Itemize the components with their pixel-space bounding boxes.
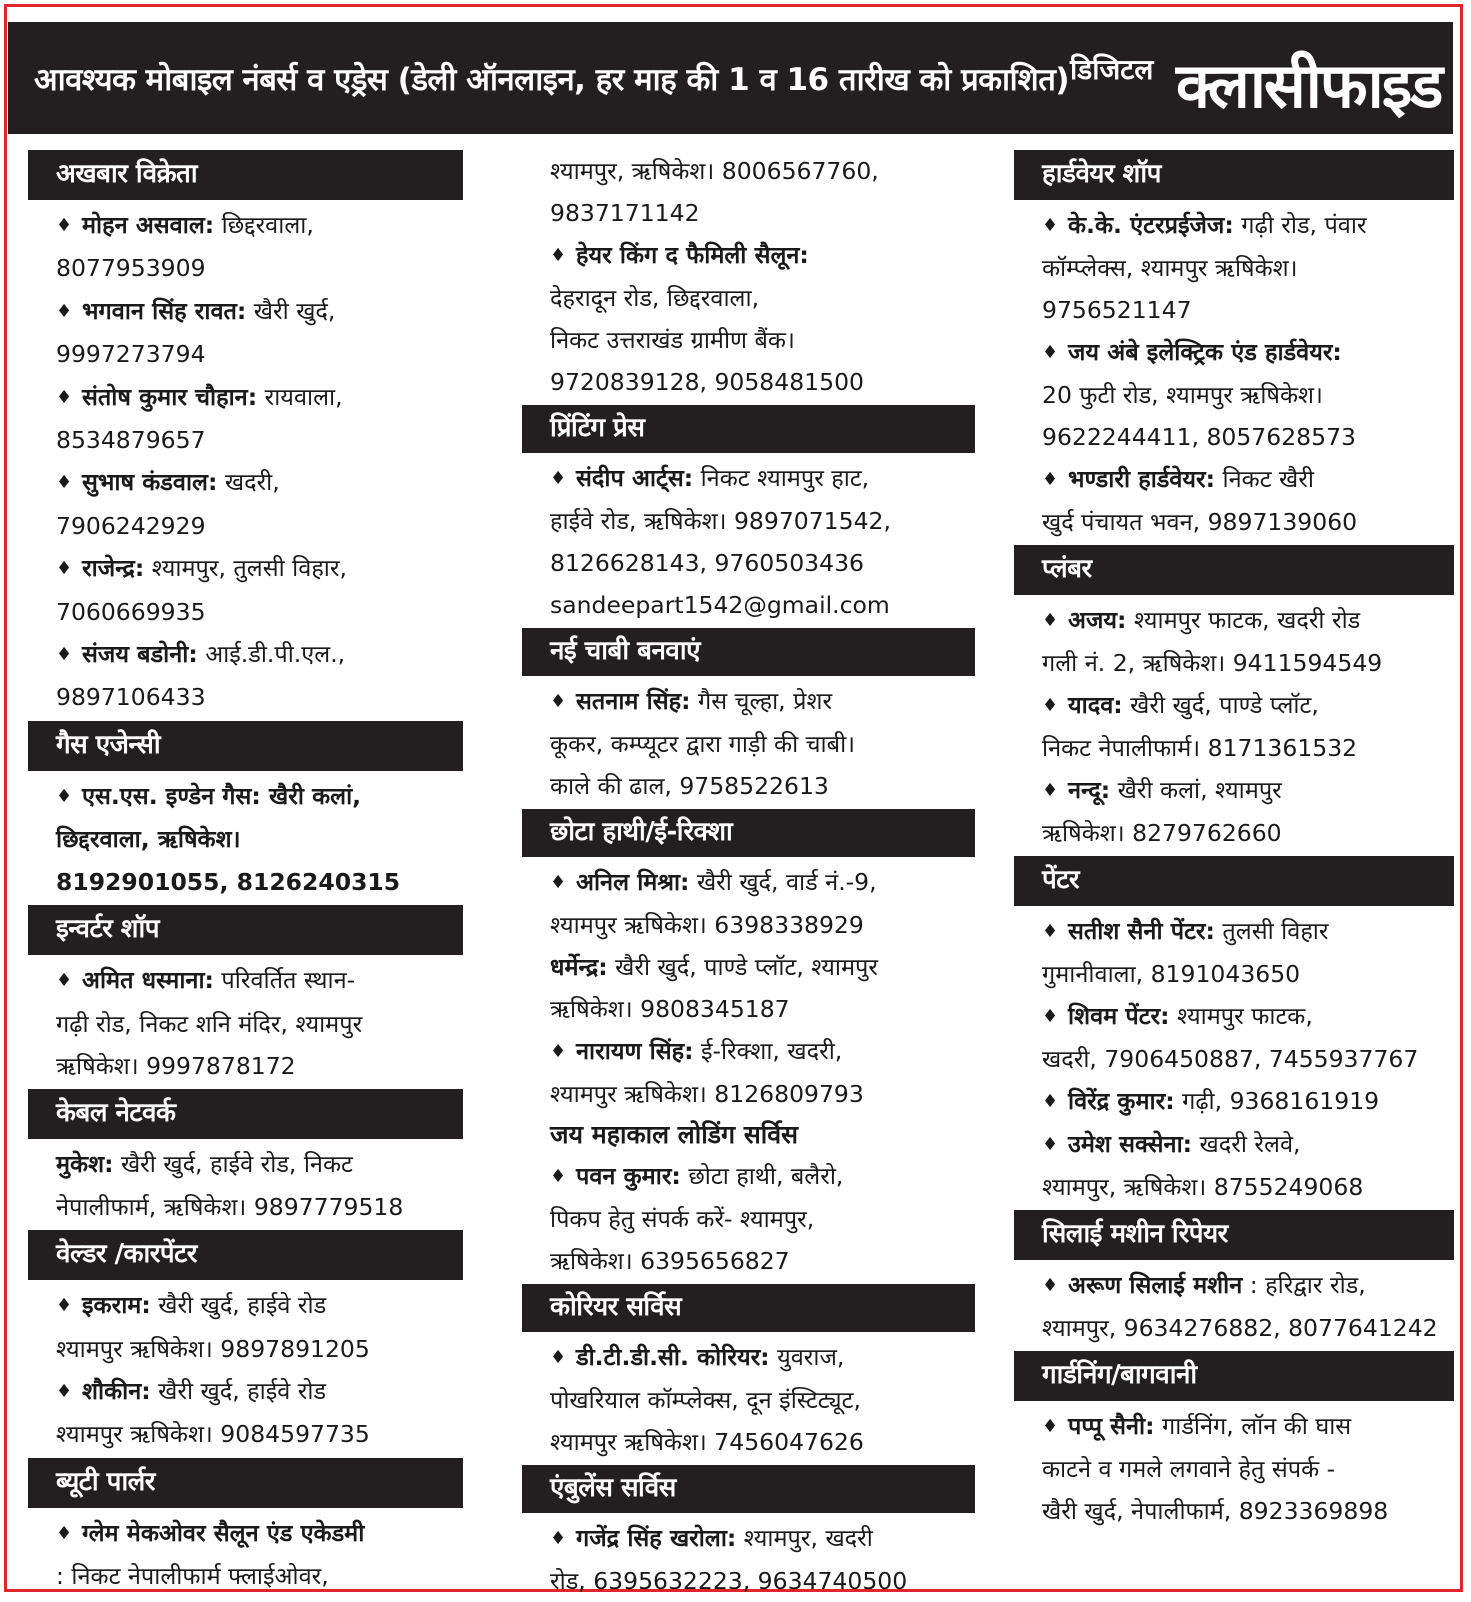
- banner-classified-title: क्लासीफाइड: [1176, 49, 1442, 122]
- diamond-bullet-icon: ♦: [550, 245, 567, 266]
- listing-detail: 9897106433: [56, 683, 206, 712]
- listing-entry: [1014, 599, 1454, 684]
- listing-detail: ऋषिकेश। 6395656827: [550, 1247, 790, 1275]
- listing-line: [1042, 1123, 1454, 1166]
- listing-line: [56, 1328, 463, 1370]
- listing-line: [550, 765, 975, 807]
- listing-detail: ऋषिकेश। 8279762660: [1042, 819, 1282, 847]
- listing-detail: 9997273794: [56, 340, 206, 369]
- listing-detail: खैरी खुर्द, हाईवे रोड, निकट: [113, 1150, 353, 1179]
- listing-detail: ई-रिक्शा, खदरी,: [693, 1037, 843, 1065]
- diamond-bullet-icon: ♦: [56, 300, 73, 322]
- listing-entry: [522, 150, 975, 234]
- listing-entry: [28, 461, 463, 547]
- listing-line: [550, 361, 975, 403]
- listing-line: [550, 234, 975, 277]
- listing-entry: [1014, 910, 1454, 995]
- listing-detail: 9756521147: [1042, 296, 1192, 324]
- listing-line: [550, 457, 975, 500]
- listing-detail: श्यामपुर, खदरी: [736, 1524, 873, 1552]
- listing-detail: काटने व गमले लगवाने हेतु संपर्क -: [1042, 1455, 1336, 1483]
- section-heading: प्रिंटिंग प्रेस: [522, 405, 975, 453]
- listing-detail: आई.डी.पी.एल.,: [197, 640, 346, 669]
- listing-detail: गढ़ी रोड, निकट शनि मंदिर, श्यामपुर: [56, 1009, 363, 1038]
- listing-line: [56, 290, 463, 333]
- listing-name: अरूण सिलाई मशीन: [1068, 1271, 1243, 1299]
- listing-line: [550, 723, 975, 765]
- listing-line: [56, 1370, 463, 1413]
- listing-detail: श्यामपुर ऋषिकेश। 8126809793: [550, 1080, 864, 1108]
- listing-line: [1042, 1080, 1454, 1123]
- diamond-bullet-icon: ♦: [56, 558, 73, 580]
- listing-line: [1042, 1405, 1454, 1448]
- listing-line: [56, 775, 463, 818]
- listing-line: [550, 1336, 975, 1379]
- listing-line: [550, 500, 975, 542]
- diamond-bullet-icon: ♦: [550, 1166, 567, 1187]
- listing-detail: : हरिद्वार रोड,: [1242, 1271, 1366, 1299]
- listing-line: [550, 861, 975, 904]
- listing-name: गजेंद्र सिंह खरोला:: [576, 1524, 737, 1552]
- listing-line: [56, 1555, 463, 1597]
- listing-line: [1042, 331, 1454, 374]
- listing-detail: खैरी खुर्द, वार्ड नं.-9,: [689, 868, 877, 896]
- section-heading: नई चाबी बनवाएं: [522, 628, 975, 676]
- listing-name: अनिल मिश्रा:: [576, 868, 690, 896]
- listing-detail: 8077953909: [56, 254, 206, 283]
- listing-name: के.के. एंटरप्रईजेज:: [1068, 211, 1234, 239]
- section-heading: छोटा हाथी/ई-रिक्शा: [522, 809, 975, 857]
- listing-line: [550, 1030, 975, 1073]
- listing-line: [1042, 1490, 1454, 1532]
- listing-detail: 8534879657: [56, 426, 206, 455]
- listing-line: [1042, 684, 1454, 727]
- section-heading: इन्वर्टर शॉप: [28, 905, 463, 955]
- listing-line: [56, 204, 463, 247]
- listing-detail: खदरी, 7906450887, 7455937767: [1042, 1045, 1419, 1073]
- listing-entry: [1014, 1123, 1454, 1208]
- listing-detail: हाईवे रोड, ऋषिकेश। 9897071542,: [550, 507, 891, 535]
- listing-line: [550, 680, 975, 723]
- listing-detail: खैरी कलां, श्यामपुर: [1110, 776, 1282, 804]
- diamond-bullet-icon: ♦: [550, 691, 567, 712]
- listing-entry: [28, 1512, 463, 1598]
- listing-entry: [1014, 769, 1454, 854]
- listing-entry: [1014, 204, 1454, 331]
- section-heading: प्लंबर: [1014, 545, 1454, 595]
- listing-entry: [522, 234, 975, 403]
- listing-line: [550, 988, 975, 1030]
- listing-name: इकराम:: [82, 1291, 151, 1320]
- listing-detail: छिद्दरवाला,: [214, 211, 314, 239]
- listing-line: [56, 591, 463, 633]
- diamond-bullet-icon: ♦: [56, 785, 73, 807]
- diamond-bullet-icon: ♦: [550, 1528, 567, 1549]
- listing-line: [1042, 458, 1454, 501]
- listing-line: [56, 1512, 463, 1555]
- listing-entry: [522, 680, 975, 807]
- listing-entry: [1014, 458, 1454, 543]
- listing-line: [550, 584, 975, 626]
- listing-name: हेयर किंग द फैमिली सैलून:: [576, 241, 809, 269]
- listing-line: [1042, 995, 1454, 1038]
- listing-line: [1042, 204, 1454, 247]
- listing-detail: निकट नेपालीफार्म। 8171361532: [1042, 734, 1358, 762]
- column-middle: [522, 150, 975, 1602]
- listing-detail: श्यामपुर, 9634276882, 8077641242: [1042, 1314, 1438, 1342]
- diamond-bullet-icon: ♦: [56, 386, 73, 408]
- listing-line: [56, 1186, 463, 1228]
- listing-detail: परिवर्तित स्थान-: [213, 966, 356, 995]
- listing-name: पवन कुमार:: [576, 1162, 681, 1190]
- listing-line: [1042, 769, 1454, 812]
- listing-name: नारायण सिंह:: [576, 1037, 694, 1065]
- listing-line: [550, 1240, 975, 1282]
- listing-detail: रोड, 6395632223, 9634740500: [550, 1567, 908, 1595]
- diamond-bullet-icon: ♦: [1042, 1091, 1059, 1112]
- listing-line: [550, 150, 975, 192]
- section-heading: ब्यूटी पार्लर: [28, 1458, 463, 1508]
- listing-line: [56, 1143, 463, 1185]
- listing-detail: छोटा हाथी, बलैरो,: [680, 1162, 844, 1190]
- diamond-bullet-icon: ♦: [1042, 469, 1059, 490]
- section-heading: गार्डनिंग/बागवानी: [1014, 1351, 1454, 1401]
- diamond-bullet-icon: ♦: [56, 472, 73, 494]
- listing-detail: काले की ढाल, 9758522613: [550, 772, 829, 800]
- listing-detail: खैरी खुर्द, हाईवे रोड: [150, 1376, 327, 1405]
- listing-name: धर्मेन्द्र:: [550, 953, 608, 981]
- listing-detail: sandeepart1542@gmail.com: [550, 591, 890, 619]
- listing-detail: गार्डनिंग, लॉन की घास: [1154, 1412, 1352, 1440]
- listing-entry: [28, 959, 463, 1087]
- listing-detail: खुर्द पंचायत भवन, 9897139060: [1042, 508, 1358, 536]
- listing-line: [550, 904, 975, 946]
- listing-detail: श्यामपुर, तुलसी विहार,: [144, 554, 347, 583]
- listing-name: एस.एस. इण्डेन गैस: खैरी कलां,: [82, 781, 362, 810]
- listing-name: संतोष कुमार चौहान:: [82, 382, 258, 411]
- listing-detail: 20 फुटी रोड, श्यामपुर ऋषिकेश।: [1042, 381, 1323, 409]
- listing-line: [56, 1003, 463, 1045]
- listing-line: [56, 247, 463, 289]
- header-banner: [8, 22, 1453, 134]
- listing-line: [1042, 416, 1454, 458]
- section-heading: गैस एजेन्सी: [28, 721, 463, 771]
- listing-detail: गढ़ी रोड, पंवार: [1233, 211, 1367, 239]
- listing-detail: 7060669935: [56, 597, 206, 626]
- diamond-bullet-icon: ♦: [1042, 342, 1059, 363]
- listing-entry: [522, 1336, 975, 1463]
- listing-entry: [522, 457, 975, 626]
- listing-detail: गली नं. 2, ऋषिकेश। 9411594549: [1042, 649, 1383, 677]
- listing-detail: श्यामपुर फाटक,: [1169, 1002, 1313, 1030]
- listing-name: शिवम पेंटर:: [1068, 1002, 1170, 1030]
- listing-detail: श्यामपुर, ऋषिकेश। 8006567760,: [550, 157, 879, 185]
- listing-detail: कॉम्प्लेक्स, श्यामपुर ऋषिकेश।: [1042, 254, 1298, 282]
- listing-line: [550, 1073, 975, 1115]
- listing-line: [1042, 1448, 1454, 1490]
- listing-detail: 7906242929: [56, 511, 206, 540]
- listing-entry: [28, 1143, 463, 1228]
- listing-line: [56, 1045, 463, 1087]
- listing-line: [1042, 1038, 1454, 1080]
- listing-detail: श्यामपुर फाटक, खदरी रोड: [1126, 606, 1361, 634]
- diamond-bullet-icon: ♦: [56, 644, 73, 666]
- listing-detail: निकट श्यामपुर हाट,: [693, 464, 870, 492]
- listing-detail: पिकप हेतु संपर्क करें- श्यामपुर,: [550, 1205, 815, 1233]
- listing-detail: खैरी खुर्द, पाण्डे प्लॉट, श्यामपुर: [607, 953, 878, 981]
- listing-name: अजय:: [1068, 606, 1127, 634]
- section-heading: एंबुलेंस सर्विस: [522, 1465, 975, 1513]
- listing-line: [1042, 501, 1454, 543]
- listing-entry: [522, 1030, 975, 1115]
- listing-name: ग्लेम मेकओवर सैलून एंड एकेडमी: [82, 1518, 365, 1547]
- listing-detail: खैरी खुर्द,: [246, 296, 336, 325]
- listing-name: मुकेश:: [56, 1150, 114, 1179]
- section-heading: सिलाई मशीन रिपेयर: [1014, 1210, 1454, 1260]
- listing-line: [1042, 727, 1454, 769]
- listing-name: विरेंद्र कुमार:: [1068, 1087, 1175, 1115]
- listing-name: 8192901055, 8126240315: [56, 867, 401, 896]
- listing-line: [56, 461, 463, 504]
- listing-detail: गुमानीवाला, 8191043650: [1042, 960, 1301, 988]
- listing-name: शौकीन:: [82, 1376, 151, 1405]
- sub-heading: जय महाकाल लोडिंग सर्विस: [550, 1120, 799, 1149]
- listing-entry: [28, 775, 463, 903]
- listing-entry: [522, 1517, 975, 1602]
- listing-name: यादव:: [1068, 691, 1123, 719]
- listing-detail: ऋषिकेश। 9997878172: [56, 1051, 296, 1080]
- listing-detail: निकट उत्तराखंड ग्रामीण बैंक।: [550, 326, 795, 354]
- banner-digital-label: डिजिटल: [1070, 53, 1154, 86]
- listing-entry: [522, 861, 975, 946]
- listing-name: जय अंबे इलेक्ट्रिक एंड हार्डवेयर:: [1068, 338, 1342, 366]
- listing-line: [550, 946, 975, 988]
- listing-name: भण्डारी हार्डवेयर:: [1068, 465, 1216, 493]
- listing-name: पप्पू सैनी:: [1068, 1412, 1155, 1440]
- listing-line: [56, 1413, 463, 1455]
- section-heading: कोरियर सर्विस: [522, 1284, 975, 1332]
- listing-line: [56, 861, 463, 903]
- listing-line: [56, 818, 463, 860]
- listing-entry: [28, 547, 463, 633]
- listing-line: [550, 1155, 975, 1198]
- listing-name: सतनाम सिंह:: [576, 687, 691, 715]
- listing-entry: [28, 290, 463, 376]
- listing-detail: 9622244411, 8057628573: [1042, 423, 1356, 451]
- listing-detail: रायवाला,: [257, 382, 343, 411]
- diamond-bullet-icon: ♦: [1042, 1275, 1059, 1296]
- listing-detail: : निकट नेपालीफार्म फ्लाईओवर,: [56, 1562, 329, 1591]
- listing-name: उमेश सक्सेना:: [1068, 1130, 1193, 1158]
- listing-line: [1042, 1264, 1454, 1307]
- listing-name: संदीप आर्ट्स:: [576, 464, 694, 492]
- listing-entry: [28, 376, 463, 462]
- listing-entry: [1014, 1080, 1454, 1123]
- listing-line: [56, 333, 463, 375]
- diamond-bullet-icon: ♦: [1042, 695, 1059, 716]
- section-heading: केबल नेटवर्क: [28, 1089, 463, 1139]
- listing-detail: श्यामपुर ऋषिकेश। 6398338929: [550, 911, 864, 939]
- listing-line: [56, 676, 463, 718]
- listing-entry: [522, 946, 975, 1030]
- listing-line: [550, 542, 975, 584]
- listing-detail: 9720839128, 9058481500: [550, 368, 864, 396]
- diamond-bullet-icon: ♦: [1042, 1134, 1059, 1155]
- listing-entry: [1014, 1405, 1454, 1532]
- listing-detail: श्यामपुर, ऋषिकेश। 8755249068: [1042, 1173, 1364, 1201]
- listing-detail: खदरी रेलवे,: [1192, 1130, 1301, 1158]
- listing-name: छिद्दरवाला, ऋषिकेश।: [56, 825, 241, 854]
- listing-name: भगवान सिंह रावत:: [82, 296, 247, 325]
- listing-line: [1042, 599, 1454, 642]
- column-left: [28, 148, 463, 1598]
- diamond-bullet-icon: ♦: [56, 1295, 73, 1317]
- listing-line: [1042, 289, 1454, 331]
- listing-line: [56, 633, 463, 676]
- listing-line: [550, 192, 975, 234]
- listing-name: मोहन असवाल:: [82, 211, 215, 239]
- listing-entry: [28, 204, 463, 290]
- listing-name: नन्दू:: [1068, 776, 1111, 804]
- listing-detail: तुलसी विहार: [1214, 917, 1329, 945]
- section-heading: वेल्डर /कारपेंटर: [28, 1230, 463, 1280]
- diamond-bullet-icon: ♦: [56, 215, 73, 236]
- listing-name: संजय बडोनी:: [82, 640, 198, 669]
- listing-entry: [522, 1155, 975, 1282]
- listing-entry: [1014, 995, 1454, 1080]
- section-heading: हार्डवेयर शॉप: [1014, 150, 1454, 200]
- listing-detail: नेपालीफार्म, ऋषिकेश। 9897779518: [56, 1192, 404, 1221]
- listing-name: अमित धस्माना:: [82, 966, 214, 995]
- listing-detail: देहरादून रोड, छिद्दरवाला,: [550, 284, 760, 312]
- listing-detail: गढ़ी, 9368161919: [1174, 1087, 1380, 1115]
- diamond-bullet-icon: ♦: [1042, 610, 1059, 631]
- diamond-bullet-icon: ♦: [1042, 1006, 1059, 1027]
- banner-subtitle: आवश्यक मोबाइल नंबर्स व एड्रेस (डेली ऑनलाइन, हर माह की 1 व 16 तारीख को प्रकाशित): [34, 62, 1070, 98]
- listing-line: [56, 959, 463, 1002]
- listing-line: [56, 419, 463, 461]
- section-heading: अखबार विक्रेता: [28, 150, 463, 200]
- listing-detail: खैरी खुर्द, नेपालीफार्म, 8923369898: [1042, 1497, 1389, 1525]
- listing-detail: श्यामपुर ऋषिकेश। 9084597735: [56, 1420, 370, 1449]
- listing-entry: [1014, 331, 1454, 458]
- listing-line: [550, 319, 975, 361]
- column-right: [1014, 148, 1454, 1532]
- listing-entry: [28, 1284, 463, 1370]
- listing-detail: 8126628143, 9760503436: [550, 549, 864, 577]
- listing-line: [1042, 1307, 1454, 1349]
- listing-name: डी.टी.डी.सी. कोरियर:: [576, 1343, 770, 1371]
- listing-detail: ऋषिकेश। 9808345187: [550, 995, 790, 1023]
- listing-detail: निकट खैरी: [1215, 465, 1314, 493]
- diamond-bullet-icon: ♦: [1042, 1416, 1059, 1437]
- diamond-bullet-icon: ♦: [56, 970, 73, 992]
- listing-line: [56, 1284, 463, 1327]
- listing-name: राजेन्द्र:: [82, 554, 145, 583]
- listing-detail: खैरी खुर्द, हाईवे रोड: [150, 1291, 327, 1320]
- listing-detail: पोखरियाल कॉम्प्लेक्स, दून इंस्टिट्यूट,: [550, 1386, 861, 1414]
- listing-line: [1042, 953, 1454, 995]
- listing-entry: [1014, 1264, 1454, 1349]
- diamond-bullet-icon: ♦: [1042, 780, 1059, 801]
- listing-line: [550, 1421, 975, 1463]
- listing-line: [56, 547, 463, 590]
- listing-detail: कूकर, कम्प्यूटर द्वारा गाड़ी की चाबी।: [550, 730, 856, 758]
- listing-line: [56, 376, 463, 419]
- listing-detail: गैस चूल्हा, प्रेशर: [690, 687, 833, 715]
- diamond-bullet-icon: ♦: [56, 1522, 73, 1544]
- listing-line: [550, 277, 975, 319]
- diamond-bullet-icon: ♦: [550, 872, 567, 893]
- listing-line: [1042, 812, 1454, 854]
- listing-line: [550, 1198, 975, 1240]
- diamond-bullet-icon: ♦: [550, 1041, 567, 1062]
- listing-entry: [1014, 684, 1454, 769]
- listing-line: [1042, 374, 1454, 416]
- listing-line: [1042, 1166, 1454, 1208]
- listing-detail: श्यामपुर ऋषिकेश। 9897891205: [56, 1334, 370, 1363]
- listing-line: [550, 1379, 975, 1421]
- listing-line: [1042, 910, 1454, 953]
- listing-line: [1042, 247, 1454, 289]
- diamond-bullet-icon: ♦: [56, 1380, 73, 1402]
- listing-line: [1042, 642, 1454, 684]
- diamond-bullet-icon: ♦: [1042, 215, 1059, 236]
- listing-name: सुभाष कंडवाल:: [82, 468, 218, 497]
- listing-name: सतीश सैनी पेंटर:: [1068, 917, 1215, 945]
- listing-detail: श्यामपुर ऋषिकेश। 7456047626: [550, 1428, 864, 1456]
- diamond-bullet-icon: ♦: [550, 468, 567, 489]
- section-heading: पेंटर: [1014, 856, 1454, 906]
- listing-entry: [28, 1370, 463, 1456]
- diamond-bullet-icon: ♦: [550, 1347, 567, 1368]
- listing-entry: [28, 633, 463, 719]
- listing-detail: खैरी खुर्द, पाण्डे प्लॉट,: [1122, 691, 1319, 719]
- listing-line: [550, 1560, 975, 1602]
- listing-line: [550, 1517, 975, 1560]
- listing-detail: खदरी,: [217, 468, 280, 497]
- listing-detail: युवराज,: [769, 1343, 845, 1371]
- listing-line: [56, 505, 463, 547]
- diamond-bullet-icon: ♦: [1042, 921, 1059, 942]
- listing-detail: 9837171142: [550, 199, 700, 227]
